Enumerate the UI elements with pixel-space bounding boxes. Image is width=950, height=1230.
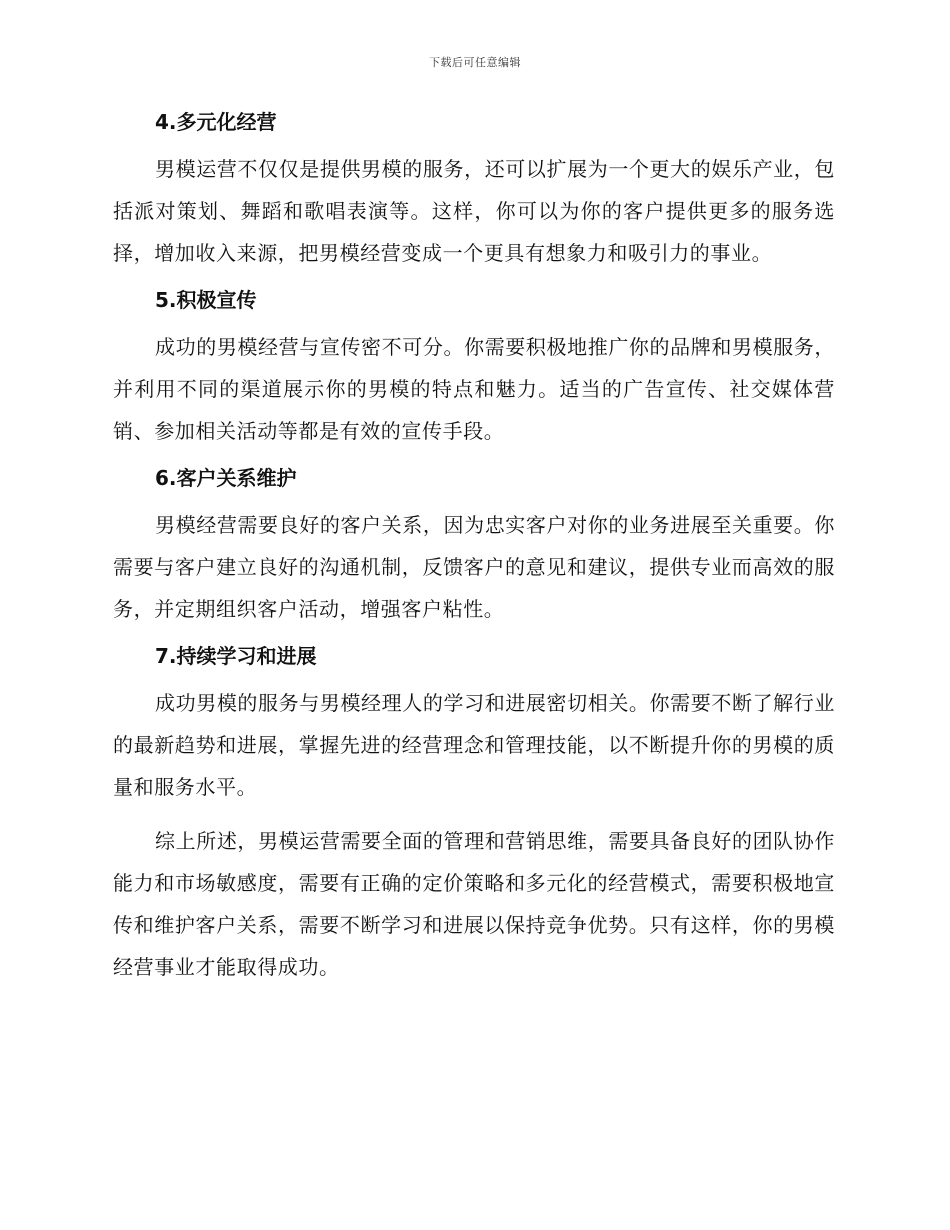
section-heading-7: 7.持续学习和进展 xyxy=(155,644,317,668)
section-heading-6: 6.客户关系维护 xyxy=(155,466,297,490)
section-body-6: 男模经营需要良好的客户关系，因为忠实客户对你的业务进展至关重要。你需要与客户建立良好的沟通机制，反馈客户的意见和建议，提供专业而高效的服务，并定期组织客户活动，增强客户粘性。 xyxy=(113,513,835,621)
section-body-4: 男模运营不仅仅是提供男模的服务，还可以扩展为一个更大的娱乐产业，包括派对策划、舞蹈和歌唱表演等。这样，你可以为你的客户提供更多的服务选择，增加收入来源，把男模经营变成一个更具有想象力和吸引力的事业。 xyxy=(113,157,835,265)
section-heading-4: 4.多元化经营 xyxy=(155,110,277,134)
section-heading-5: 5.积极宣传 xyxy=(155,288,257,312)
conclusion-paragraph: 综上所述，男模运营需要全面的管理和营销思维，需要具备良好的团队协作能力和市场敏感度，需要有正确的定价策略和多元化的经营模式，需要积极地宣传和维护客户关系，需要不断学习和进展以保持竞争优势。只有这样，你的男模经营事业才能取得成功。 xyxy=(113,829,835,979)
document-body xyxy=(113,108,835,1000)
page-header: 下载后可任意编辑 xyxy=(429,56,521,69)
section-body-5: 成功的男模经营与宣传密不可分。你需要积极地推广你的品牌和男模服务，并利用不同的渠道展示你的男模的特点和魅力。适当的广告宣传、社交媒体营销、参加相关活动等都是有效的宣传手段。 xyxy=(113,335,835,443)
section-body-7: 成功男模的服务与男模经理人的学习和进展密切相关。你需要不断了解行业的最新趋势和进展，掌握先进的经营理念和管理技能，以不断提升你的男模的质量和服务水平。 xyxy=(113,691,835,799)
